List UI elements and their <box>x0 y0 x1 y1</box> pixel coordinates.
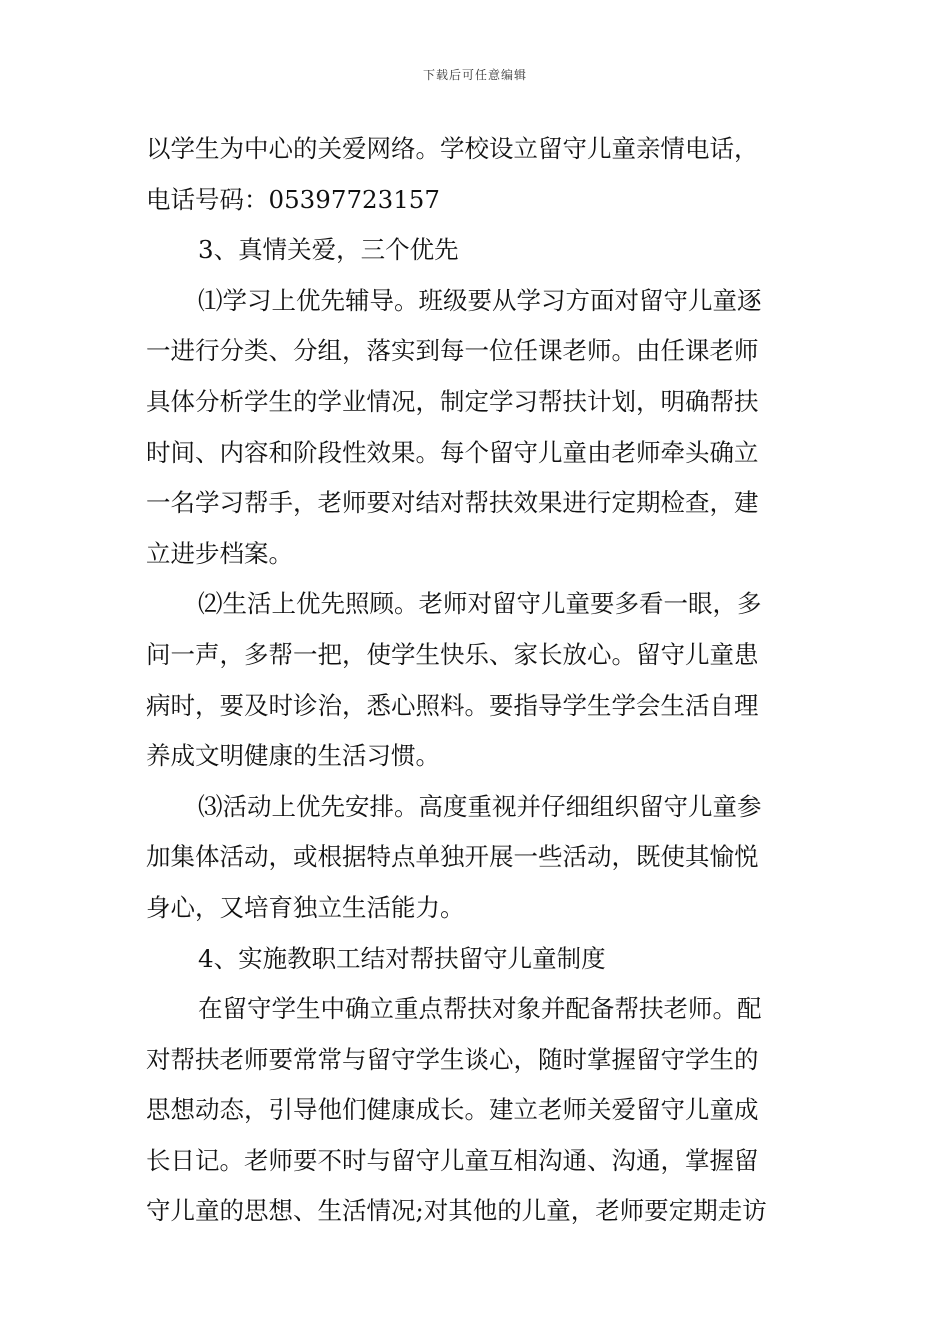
page-header: 下载后可任意编辑 <box>422 68 527 82</box>
text-line: 具体分析学生的学业情况，制定学习帮扶计划，明确帮扶 <box>146 386 759 416</box>
document-body <box>146 124 806 1237</box>
text-line: 一名学习帮手，老师要对结对帮扶效果进行定期检查，建 <box>146 488 759 518</box>
section-heading: 4、实施教职工结对帮扶留守儿童制度 <box>198 943 606 973</box>
text-line: ⑶活动上优先安排。高度重视并仔细组织留守儿童参 <box>198 791 762 821</box>
text-line: 时间、内容和阶段性效果。每个留守儿童由老师牵头确立 <box>146 437 759 467</box>
text-line: 问一声，多帮一把，使学生快乐、家长放心。留守儿童患 <box>146 639 759 669</box>
text-line: 身心，又培育独立生活能力。 <box>146 892 465 922</box>
text-line: 守儿童的思想、生活情况;对其他的儿童，老师要定期走访 <box>146 1196 767 1226</box>
text-line: 养成文明健康的生活习惯。 <box>146 741 440 771</box>
text-line: 以学生为中心的关爱网络。学校设立留守儿童亲情电话， <box>146 134 759 163</box>
text-line: 思想动态，引导他们健康成长。建立老师关爱留守儿童成 <box>146 1095 759 1125</box>
section-heading: 3、真情关爱，三个优先 <box>198 235 459 265</box>
text-line: ⑵生活上优先照顾。老师对留守儿童要多看一眼，多 <box>198 589 762 619</box>
text-line: 加集体活动，或根据特点单独开展一些活动，既使其愉悦 <box>146 842 759 872</box>
text-line: 对帮扶老师要常常与留守学生谈心，随时掌握留守学生的 <box>146 1044 759 1074</box>
text-line: ⑴学习上优先辅导。班级要从学习方面对留守儿童逐 <box>198 285 762 315</box>
text-line: 长日记。老师要不时与留守儿童互相沟通、沟通，掌握留 <box>146 1145 759 1175</box>
text-line: 在留守学生中确立重点帮扶对象并配备帮扶老师。配 <box>198 994 762 1024</box>
text-line: 一进行分类、分组，落实到每一位任课老师。由任课老师 <box>146 336 759 366</box>
text-line: 病时，要及时诊治，悉心照料。要指导学生学会生活自理 <box>146 690 759 720</box>
text-line: 立进步档案。 <box>146 538 293 568</box>
text-line: 电话号码：05397723157 <box>146 184 440 214</box>
